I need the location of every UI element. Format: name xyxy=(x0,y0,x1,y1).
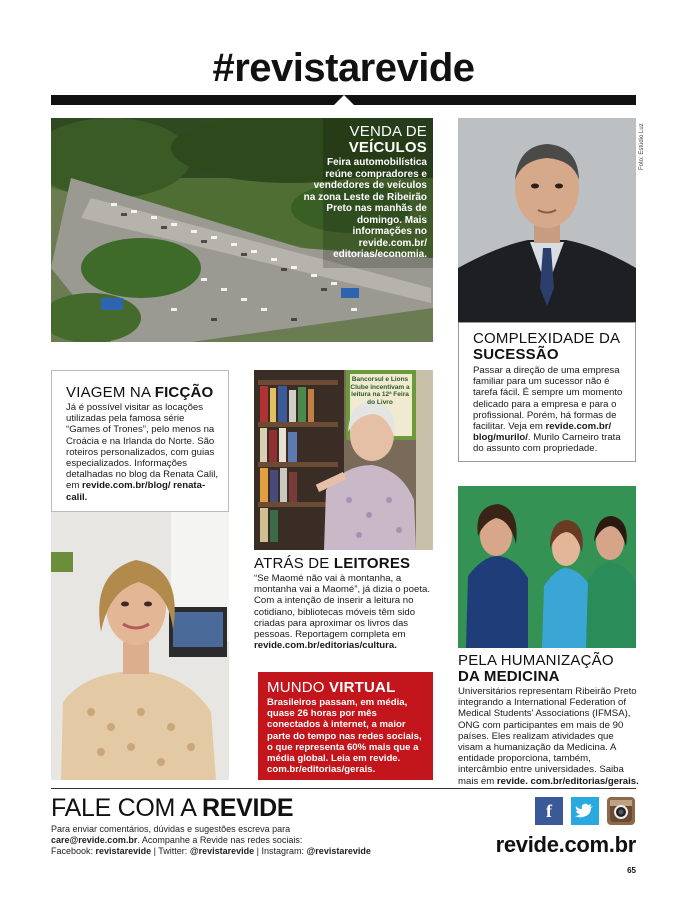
sucessao-text-end: . Murilo Carneiro trata do assunto com propriedade. xyxy=(473,432,621,455)
footer-rule xyxy=(51,788,636,789)
instagram-handle[interactable]: @revistarevide xyxy=(306,846,371,856)
sucessao-box xyxy=(458,322,636,462)
footer-heading-bold: REVIDE xyxy=(201,794,294,822)
instagram-label: | Instagram: xyxy=(256,846,305,856)
facebook-label: Facebook: xyxy=(51,846,94,856)
veiculos-text: Feira automobilística reúne compradores e vendedores de veículos na zona Leste de Ribeirão Preto nas manhãs de domingo. Mais informações no xyxy=(303,157,427,237)
facebook-handle[interactable]: revistarevide xyxy=(95,846,152,856)
renata-portrait-photo xyxy=(51,512,229,780)
ficcao-kicker-light: VIAGEM NA xyxy=(66,384,151,401)
medicina-kicker-bold: DA MEDICINA xyxy=(458,668,560,685)
title-rule-notch xyxy=(334,95,354,105)
ficcao-kicker-bold: FICÇÃO xyxy=(154,384,214,401)
twitter-handle[interactable]: @revistarevide xyxy=(189,846,255,856)
leitores-kicker-bold: LEITORES xyxy=(333,555,411,572)
twitter-icon[interactable] xyxy=(571,797,599,825)
ficcao-text: Já é possível visitar as locações utilizadas pela famosa série “Games of Trones”, pelo menos na Croácia e na Irlanda do Norte. São roteiros personalizados, com guias especializados. Informações detalhadas no blog da Renata Calil, em xyxy=(66,402,219,492)
photo-credit: Foto: Estúdio Luz xyxy=(639,123,645,170)
medicina-kicker-light: PELA HUMANIZAÇÃO xyxy=(458,652,614,669)
veiculos-kicker-bold: VEÍCULOS xyxy=(348,139,427,156)
footer-line2: . Acompanhe a Revide nas redes sociais: xyxy=(137,835,303,845)
medicina-article xyxy=(458,653,640,787)
virtual-text: Brasileiros passam, em média, quase 26 horas por mês conectados à internet, a maior parte do tempo nas redes sociais, o que representa 60% mais que a média global. Leia em xyxy=(267,697,422,765)
twitter-label: | Twitter: xyxy=(153,846,188,856)
library-sign-text: Bancorsul e Lions Clube incentivam a leitura na 12ª Feira do Livro xyxy=(350,376,410,406)
veiculos-kicker-light: VENDA DE xyxy=(349,123,427,140)
virtual-link[interactable]: revide. com.br/editorias/gerais. xyxy=(267,753,401,776)
magazine-section-title: #revistarevide xyxy=(212,46,475,90)
footer-heading-light: FALE COM A xyxy=(51,794,196,822)
page-number: 65 xyxy=(627,866,636,875)
leitores-kicker-light: ATRÁS DE xyxy=(254,555,330,572)
medicina-text: Universitários representam Ribeirão Preto integrando a International Federation of Medical Students' Associations (IFMSA), ONG com participantes em mais de 90 países. Eles realizam atividades que visam a humanização da Medicina. A entidade proporciona, também, intercâmbio entre universidades. Saiba mais em xyxy=(458,686,637,787)
instagram-icon[interactable] xyxy=(607,797,635,825)
footer-heading xyxy=(51,795,293,821)
facebook-icon[interactable]: f xyxy=(535,797,563,825)
footer-contact xyxy=(51,824,471,857)
veiculos-caption xyxy=(300,124,427,261)
leitores-link[interactable]: revide.com.br/editorias/cultura. xyxy=(254,640,397,652)
sucessao-link[interactable]: revide.com.br/ blog/murilo/ xyxy=(473,421,612,444)
sucessao-kicker-light: COMPLEXIDADE DA xyxy=(473,330,621,347)
footer-line1: Para enviar comentários, dúvidas e sugestões escreva para xyxy=(51,824,291,834)
sucessao-kicker-bold: SUCESSÃO xyxy=(473,346,559,363)
virtual-kicker-bold: VIRTUAL xyxy=(329,679,396,696)
virtual-kicker-light: MUNDO xyxy=(267,679,325,696)
sucessao-text: Passar a direção de uma empresa familiar para um sucessor não é tarefa fácil. É sempre um momento delicado para a empresa e para o profissional. Porém, há formas de facilitar. Veja em xyxy=(473,365,623,433)
footer-email[interactable]: care@revide.com.br xyxy=(51,835,138,845)
ficcao-link[interactable]: revide.com.br/blog/ renata-calil. xyxy=(66,480,206,503)
site-url[interactable]: revide.com.br xyxy=(495,832,636,857)
students-photo xyxy=(458,486,636,648)
virtual-box xyxy=(258,672,433,780)
veiculos-link[interactable]: revide.com.br/ editorias/economia. xyxy=(333,237,427,260)
murilo-portrait-photo xyxy=(458,118,636,322)
ficcao-box xyxy=(51,370,229,512)
leitores-article xyxy=(254,556,436,651)
leitores-text: “Se Maomé não vai à montanha, a montanha vai a Maomé”, já dizia o poeta. Com a intenção de inserir a leitura no cotidiano, bibliotecas móveis têm sido criadas para aproximar os livros das pessoas. Reportagem completa em xyxy=(254,573,430,641)
medicina-link[interactable]: revide. com.br/editorias/gerais. xyxy=(496,775,639,787)
